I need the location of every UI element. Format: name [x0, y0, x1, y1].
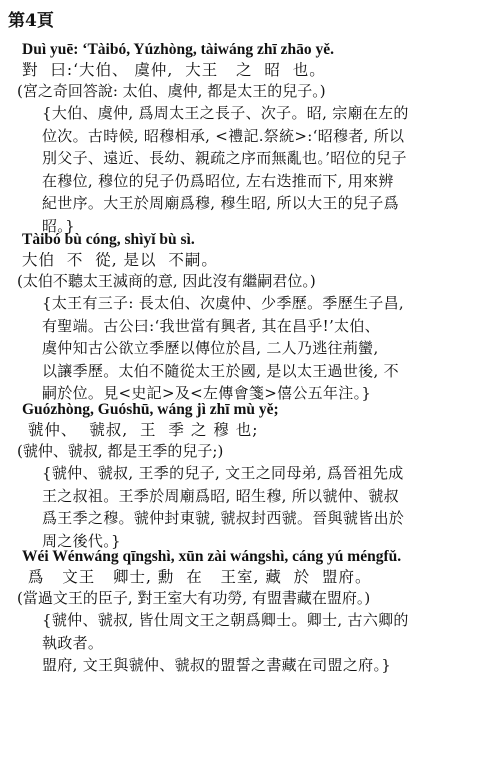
translation: (太伯不聽太王滅商的意, 因此沒有繼嗣君位。) — [17, 272, 316, 290]
page-number: 第4頁 — [8, 11, 54, 31]
classical-text: 對 曰:‘大伯、 虞仲, 大王 之 昭 也。 — [22, 61, 326, 79]
section-2 — [17, 230, 492, 405]
translation: (宮之奇回答說: 太伯、虞仲, 都是太王的兒子。) — [17, 82, 326, 100]
commentary-line: 別父子、遠近、長幼、親疏之序而無亂也。’昭位的兒子 — [42, 149, 407, 167]
commentary-line: {虢仲、虢叔, 皆仕周文王之朝爲卿士。卿士, 古六卿的 — [42, 611, 409, 629]
commentary-line: {太王有三子: 長太伯、次虞仲、少季歷。季歷生子昌, — [42, 294, 404, 312]
commentary-line: 在穆位, 穆位的兒子仍爲昭位, 左右迭推而下, 用來辨 — [42, 171, 394, 190]
classical-text: 虢仲、 虢叔, 王 季 之 穆 也; — [22, 421, 259, 439]
commentary-line: 位次。古時候, 昭穆相承, <禮記.祭統>:‘昭穆者, 所以 — [42, 126, 405, 145]
section-3 — [17, 400, 492, 552]
commentary — [42, 609, 492, 677]
commentary-line: 周之後代。} — [42, 531, 121, 550]
commentary-line: 王之叔祖。王季於周廟爲昭, 昭生穆, 所以虢仲、虢叔 — [42, 486, 399, 505]
section-4 — [17, 547, 492, 677]
commentary — [42, 462, 492, 552]
commentary-line: 盟府, 文王與虢仲、虢叔的盟誓之書藏在司盟之府。} — [42, 656, 392, 674]
commentary-line: 昭。} — [42, 216, 75, 235]
commentary-line: {虢仲、虢叔, 王季的兒子, 文王之同母弟, 爲晉祖先成 — [42, 464, 404, 482]
translation: (當過文王的臣子, 對王室大有功勞, 有盟書藏在盟府。) — [17, 589, 371, 607]
pinyin-line: Guózhòng, Guóshū, wáng jì zhī mù yě; — [22, 401, 279, 418]
commentary — [42, 102, 492, 237]
section-1 — [17, 40, 492, 237]
commentary-line: 以讓季歷。太伯不隨從太王於國, 是以太王過世後, 不 — [42, 361, 399, 380]
pinyin-line: Wéi Wénwáng qīngshì, xūn zài wángshì, cáng yú méngfǔ. — [22, 548, 402, 565]
translation: (虢仲、虢叔, 都是王季的兒子;) — [17, 442, 224, 460]
commentary — [42, 292, 492, 405]
commentary-line: 執政者。 — [42, 633, 104, 652]
classical-text: 爲 文王 卿士, 勳 在 王室, 藏 於 盟府。 — [22, 568, 372, 586]
pinyin-line: Duì yuē: ‘Tàibó, Yúzhòng, tàiwáng zhī zhāo yě. — [22, 41, 335, 58]
commentary-line: {大伯、虞仲, 爲周太王之長子、次子。昭, 宗廟在左的 — [42, 104, 409, 122]
commentary-line: 嗣於位。見<史記>及<左傳會箋>僖公五年注。} — [42, 384, 372, 402]
commentary-line: 有聖端。古公曰:‘我世當有興者, 其在昌乎!’太伯、 — [42, 316, 380, 335]
classical-text: 大伯 不 從, 是以 不嗣。 — [22, 251, 218, 269]
commentary-line: 紀世序。大王於周廟爲穆, 穆生昭, 所以大王的兒子爲 — [42, 194, 399, 212]
commentary-line: 爲王季之穆。虢仲封東虢, 虢叔封西虢。晉與虢皆出於 — [42, 509, 405, 527]
pinyin-line: Tàibó bù cóng, shìyǐ bù sì. — [22, 231, 195, 248]
commentary-line: 虞仲知古公欲立季歷以傳位於昌, 二人乃逃往荊蠻, — [42, 339, 379, 357]
